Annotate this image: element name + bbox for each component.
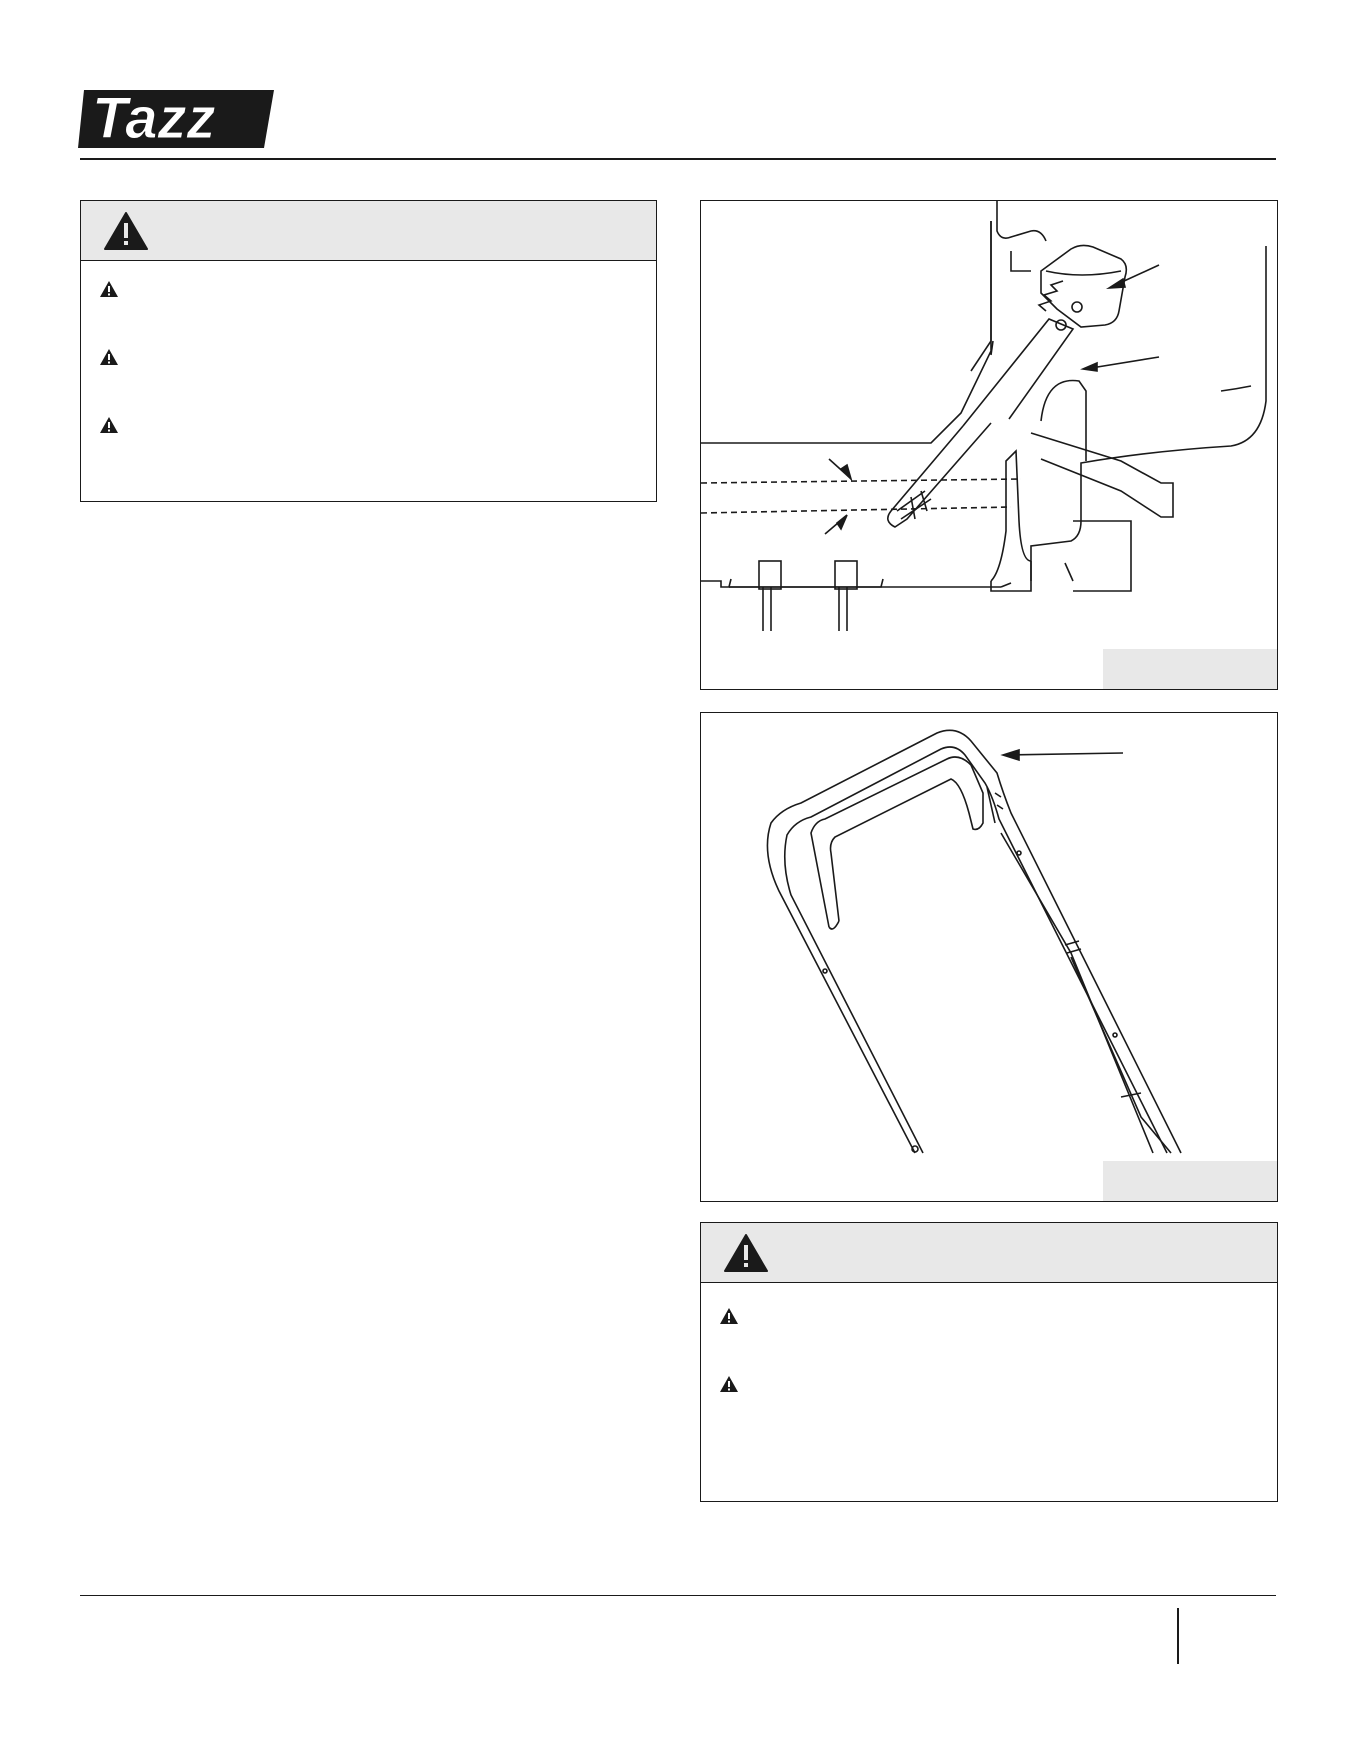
warning-box-left bbox=[80, 200, 657, 502]
warning-item bbox=[99, 280, 638, 298]
warning-triangle-small-icon bbox=[719, 1375, 739, 1393]
warning-triangle-icon bbox=[103, 211, 149, 251]
warning-box-right bbox=[700, 1222, 1278, 1502]
svg-text:Tazz: Tazz bbox=[92, 86, 216, 151]
figure-oil-fill bbox=[700, 200, 1278, 690]
warning-item bbox=[719, 1375, 1259, 1393]
warning-item bbox=[99, 348, 638, 366]
figure-handle bbox=[700, 712, 1278, 1202]
warning-triangle-small-icon bbox=[99, 416, 119, 434]
header-rule bbox=[80, 158, 1276, 160]
warning-triangle-small-icon bbox=[99, 348, 119, 366]
warning-header bbox=[701, 1223, 1277, 1283]
warning-triangle-small-icon bbox=[719, 1307, 739, 1325]
tazz-logo bbox=[76, 84, 282, 154]
figure-label bbox=[1103, 649, 1277, 689]
warning-triangle-small-icon bbox=[99, 280, 119, 298]
mower-handle-illustration bbox=[701, 713, 1278, 1202]
figure-label bbox=[1103, 1161, 1277, 1201]
oil-dipstick-illustration bbox=[701, 201, 1278, 690]
warning-triangle-icon bbox=[723, 1233, 769, 1273]
warning-header bbox=[81, 201, 656, 261]
page-number-divider bbox=[1177, 1608, 1179, 1664]
footer-rule bbox=[80, 1595, 1276, 1596]
warning-item bbox=[719, 1307, 1259, 1325]
warning-item bbox=[99, 416, 638, 434]
